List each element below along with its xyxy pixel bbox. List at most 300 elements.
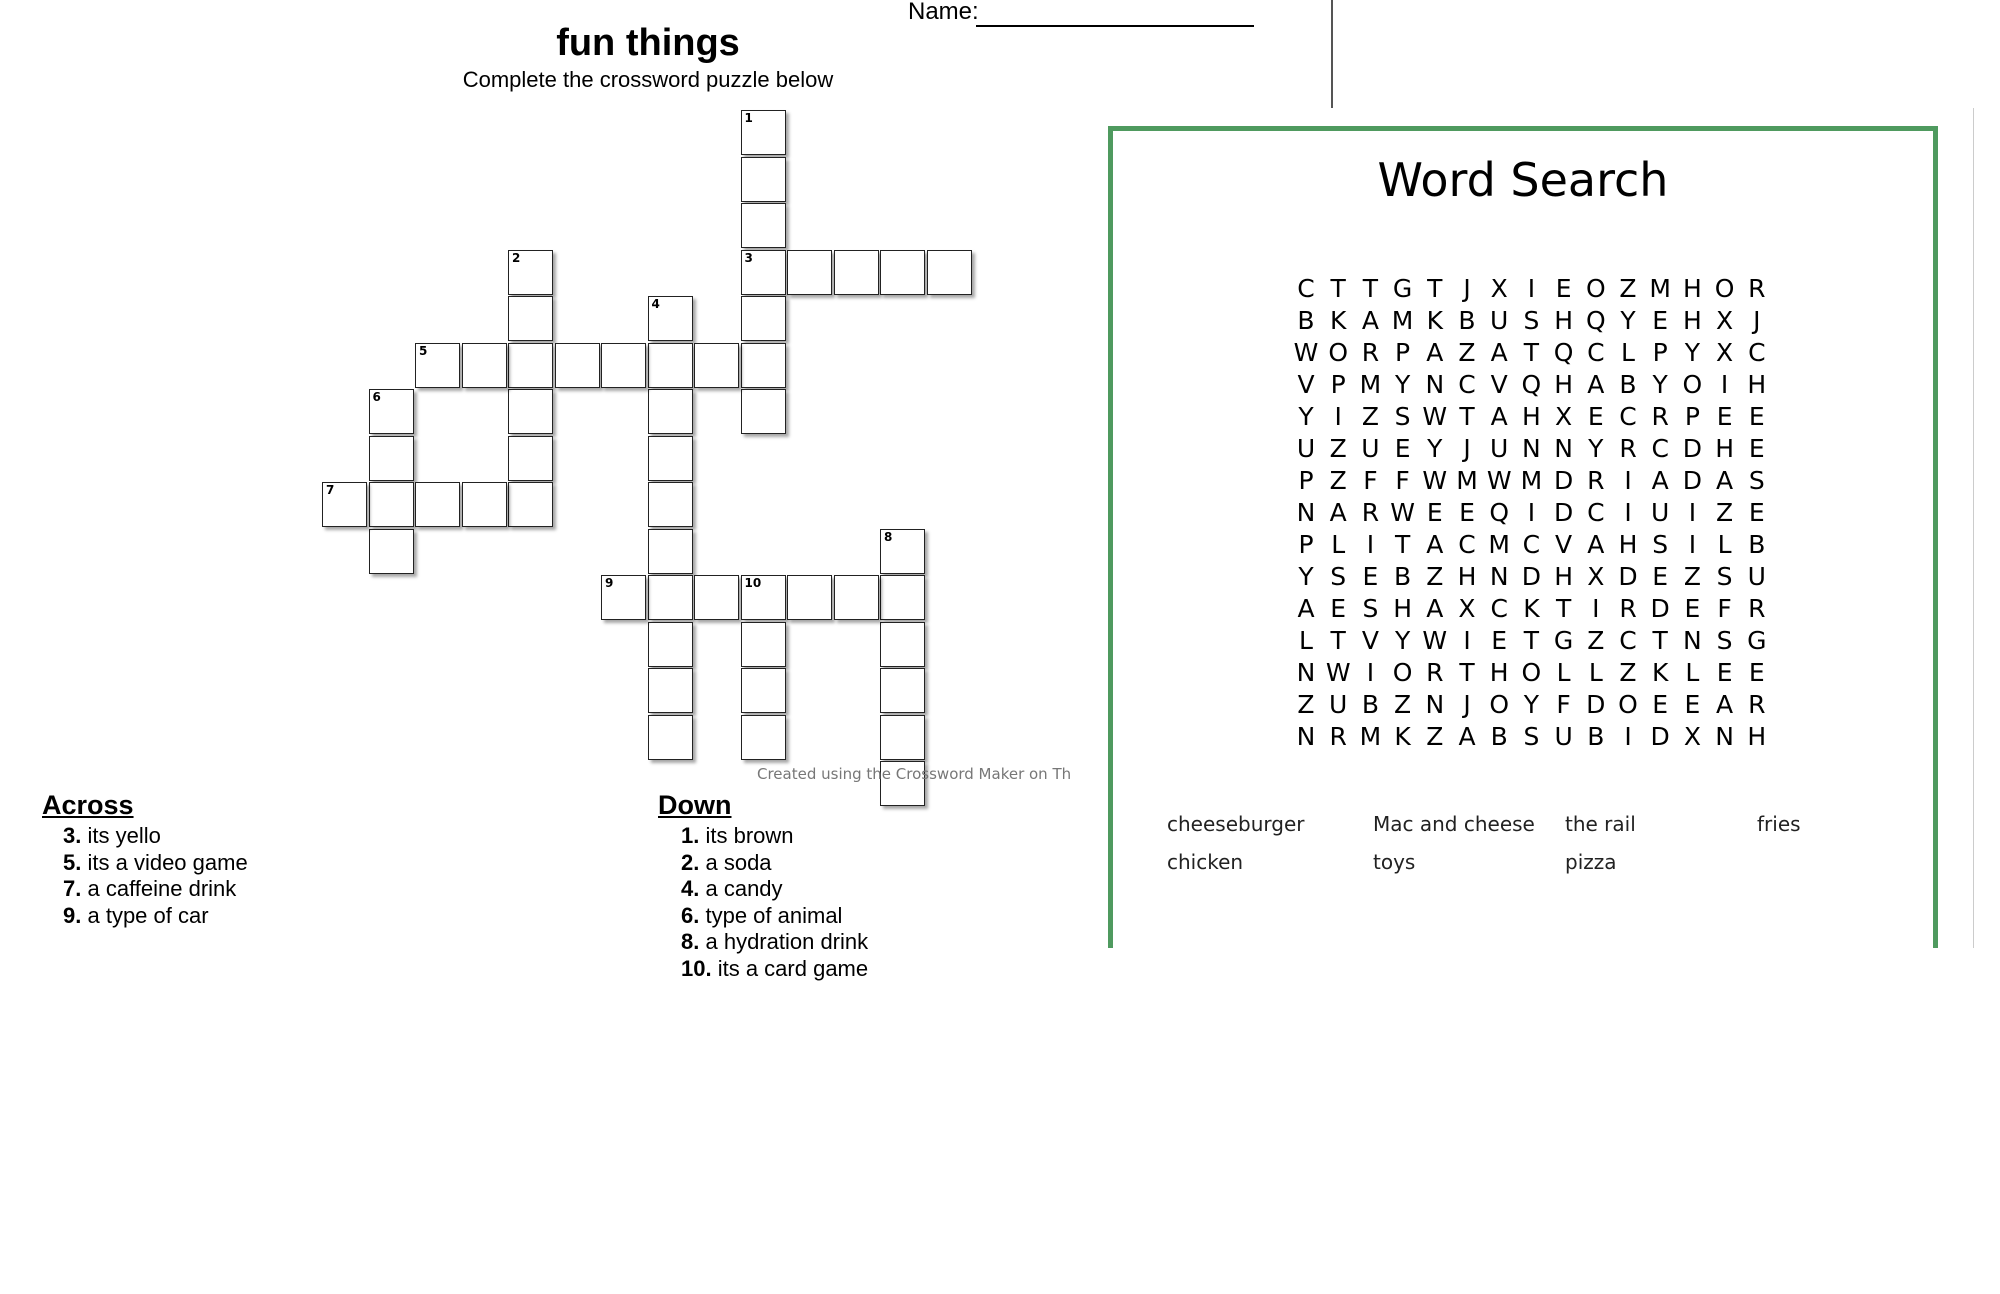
word-search-letter[interactable]: A [1490, 338, 1508, 367]
word-search-letter[interactable]: U [1490, 434, 1509, 463]
word-search-letter[interactable]: T [1330, 274, 1346, 303]
word-search-letter[interactable]: D [1553, 466, 1574, 495]
word-search-letter[interactable]: U [1361, 434, 1380, 463]
word-search-letter[interactable]: N [1554, 434, 1573, 463]
word-search-letter[interactable]: R [1361, 338, 1380, 367]
word-search-letter[interactable]: T [1459, 658, 1475, 687]
crossword-cell[interactable] [741, 250, 786, 295]
crossword-cell[interactable] [648, 622, 693, 667]
word-search-letter[interactable]: T [1555, 594, 1572, 623]
crossword-cell[interactable] [787, 250, 832, 295]
word-search-letter[interactable]: I [1624, 466, 1632, 495]
word-search-letter[interactable]: Z [1587, 626, 1605, 655]
word-search-letter[interactable]: R [1426, 658, 1444, 687]
word-search-letter[interactable]: M [1359, 370, 1382, 399]
crossword-cell[interactable] [648, 482, 693, 527]
word-search-letter[interactable]: E [1652, 690, 1669, 719]
word-search-letter[interactable]: D [1650, 594, 1670, 623]
word-search-letter[interactable]: C [1297, 274, 1315, 303]
word-search-letter[interactable]: S [1748, 466, 1765, 495]
crossword-cell[interactable] [741, 622, 786, 667]
word-search-letter[interactable]: T [1394, 530, 1411, 559]
crossword-cell[interactable] [741, 157, 786, 202]
word-search-letter[interactable]: D [1553, 498, 1574, 527]
word-search-letter[interactable]: S [1394, 402, 1411, 431]
word-search-letter[interactable]: B [1748, 530, 1766, 559]
word-search-letter[interactable]: D [1618, 562, 1638, 591]
word-search-letter[interactable]: A [1426, 594, 1444, 623]
crossword-cell[interactable] [648, 436, 693, 481]
word-search-letter[interactable]: F [1363, 466, 1378, 495]
word-search-letter[interactable]: V [1490, 370, 1508, 399]
puzzle-title: fun things [556, 22, 740, 64]
word-search-letter[interactable]: P [1684, 402, 1700, 431]
word-search-letter[interactable]: U [1296, 434, 1316, 463]
word-search-letter[interactable]: S [1523, 722, 1540, 751]
crossword-cell[interactable] [694, 343, 739, 388]
word-search-letter[interactable]: E [1748, 498, 1765, 527]
word-search-letter[interactable]: R [1651, 402, 1669, 431]
crossword-cell[interactable] [694, 575, 739, 620]
word-search-letter[interactable]: C [1587, 338, 1605, 367]
name-label: Name: [908, 0, 979, 25]
word-search-letter[interactable]: H [1554, 562, 1573, 591]
word-search-letter[interactable]: G [1553, 626, 1574, 655]
word-search-letter[interactable]: H [1747, 370, 1767, 399]
word-search-letter[interactable]: B [1297, 306, 1315, 335]
down-clue: 8. a hydration drink [681, 929, 869, 954]
word-search-letter[interactable]: B [1394, 562, 1412, 591]
crossword-cell[interactable] [648, 529, 693, 574]
word-search-letter[interactable]: E [1587, 402, 1604, 431]
word-search-letter[interactable]: M [1391, 306, 1414, 335]
word-search-letter[interactable]: S [1716, 562, 1733, 591]
word-search-letter[interactable]: R [1619, 434, 1637, 463]
word-search-letter[interactable]: N [1425, 370, 1445, 399]
word-search-letter[interactable]: Y [1298, 562, 1314, 591]
word-search-letter[interactable]: H [1457, 562, 1477, 591]
word-search-letter[interactable]: T [1427, 274, 1443, 303]
word-search-letter[interactable]: K [1426, 306, 1443, 335]
crossword-cell[interactable] [508, 343, 553, 388]
crossword-cell[interactable] [741, 110, 786, 155]
word-search-letter[interactable]: T [1362, 274, 1379, 303]
word-search-letter[interactable]: H [1554, 306, 1573, 335]
word-search-letter[interactable]: W [1293, 338, 1319, 367]
word-search-letter[interactable]: A [1716, 466, 1734, 495]
word-search-letter[interactable]: U [1651, 498, 1670, 527]
crossword-cell[interactable] [462, 482, 507, 527]
word-search-letter[interactable]: V [1361, 626, 1379, 655]
word-search-letter[interactable]: Y [1588, 434, 1604, 463]
word-search-letter[interactable]: G [1747, 626, 1767, 655]
across-clue: 3. its yello [63, 823, 161, 848]
word-search-letter[interactable]: F [1717, 594, 1732, 623]
word-search-letter[interactable]: H [1618, 530, 1638, 559]
word-search-letter[interactable]: N [1296, 722, 1316, 751]
word-search-letter[interactable]: R [1329, 722, 1347, 751]
word-search-letter[interactable]: D [1586, 690, 1606, 719]
word-search-letter[interactable]: W [1486, 466, 1512, 495]
word-search-letter[interactable]: K [1651, 658, 1669, 687]
word-search-letter[interactable]: W [1422, 402, 1448, 431]
word-search-letter[interactable]: M [1649, 274, 1671, 303]
crossword-cell[interactable] [880, 250, 925, 295]
word-search-letter[interactable]: R [1361, 498, 1380, 527]
crossword-cell[interactable] [880, 529, 925, 574]
clue-number: 9 [605, 576, 614, 590]
word-search-letter[interactable]: C [1651, 434, 1669, 463]
word-search-letter[interactable]: A [1361, 306, 1379, 335]
word-search-letter[interactable]: O [1714, 274, 1735, 303]
word-search-letter[interactable]: I [1366, 658, 1375, 687]
word-search-letter[interactable]: V [1555, 530, 1573, 559]
word-search-letter[interactable]: N [1715, 722, 1734, 751]
word-search-letter[interactable]: L [1299, 626, 1313, 655]
word-search-letter[interactable]: N [1683, 626, 1702, 655]
word-search-letter[interactable]: O [1392, 658, 1413, 687]
word-search-letter[interactable]: H [1521, 402, 1541, 431]
word-search-letter[interactable]: H [1393, 594, 1412, 623]
word-search-letter[interactable]: O [1682, 370, 1703, 399]
crossword-cell[interactable] [741, 389, 786, 434]
crossword-cell[interactable] [741, 715, 786, 760]
word-search-letter[interactable]: L [1588, 658, 1603, 687]
word-search-letter[interactable]: C [1458, 370, 1476, 399]
word-search-letter[interactable]: C [1748, 338, 1766, 367]
word-search-letter[interactable]: I [1366, 530, 1375, 559]
word-search-letter[interactable]: Z [1458, 338, 1476, 367]
word-search-letter[interactable]: Q [1489, 498, 1510, 527]
word-search-letter[interactable]: Z [1329, 466, 1347, 495]
across-clue-list [63, 823, 248, 929]
word-list-item: cheeseburger [1167, 812, 1305, 836]
word-search-letter[interactable]: E [1652, 562, 1669, 591]
word-search-letter[interactable]: R [1587, 466, 1605, 495]
word-search-letter[interactable]: A [1297, 594, 1315, 623]
word-search-letter[interactable]: T [1523, 626, 1540, 655]
crossword-cell[interactable] [369, 482, 414, 527]
word-search-letter[interactable]: P [1330, 370, 1346, 399]
crossword-cell[interactable] [787, 575, 832, 620]
word-search-title: Word Search [1377, 153, 1669, 207]
word-search-letter[interactable]: S [1523, 306, 1540, 335]
word-search-letter[interactable]: H [1715, 434, 1734, 463]
word-search-letter[interactable]: C [1619, 626, 1637, 655]
word-search-letter[interactable]: B [1619, 370, 1637, 399]
word-search-letter[interactable]: T [1523, 338, 1540, 367]
word-search-letter[interactable]: X [1716, 338, 1734, 367]
word-search-letter[interactable]: L [1331, 530, 1346, 559]
crossword-cell[interactable] [880, 622, 925, 667]
word-search-letter[interactable]: C [1587, 498, 1605, 527]
word-search-letter[interactable]: C [1490, 594, 1508, 623]
word-search-letter[interactable]: O [1585, 274, 1606, 303]
word-search-letter[interactable]: A [1716, 690, 1734, 719]
down-clue-list [681, 823, 868, 982]
crossword-cell[interactable] [508, 482, 553, 527]
crossword-cell[interactable] [462, 343, 507, 388]
word-search-letter[interactable]: J [1753, 306, 1761, 335]
crossword-cell[interactable] [741, 575, 786, 620]
crossword-cell[interactable] [601, 343, 646, 388]
word-search-letter[interactable]: Y [1620, 306, 1636, 335]
word-search-letter[interactable]: I [1527, 498, 1536, 527]
word-search-letter[interactable]: O [1618, 690, 1638, 719]
word-list-item: toys [1373, 850, 1416, 874]
word-search-letter[interactable]: H [1747, 722, 1767, 751]
crossword-credit: Created using the Crossword Maker on Th [757, 765, 1072, 783]
word-search-letter[interactable]: P [1298, 530, 1314, 559]
crossword-cell[interactable] [369, 436, 414, 481]
crossword-cell[interactable] [601, 575, 646, 620]
word-search-letter[interactable]: B [1587, 722, 1605, 751]
word-search-letter[interactable]: L [1717, 530, 1732, 559]
word-search-letter[interactable]: T [1330, 626, 1346, 655]
crossword-cell[interactable] [555, 343, 600, 388]
word-search-letter[interactable]: Y [1427, 434, 1443, 463]
word-search-letter[interactable]: F [1395, 466, 1410, 495]
word-search-letter[interactable]: W [1422, 466, 1448, 495]
crossword-cell[interactable] [648, 296, 693, 341]
word-search-letter[interactable]: Z [1297, 690, 1315, 719]
across-clue: 5. its a video game [63, 849, 248, 875]
crossword-cell[interactable] [508, 389, 553, 434]
clue-number: 6 [372, 390, 381, 404]
word-search-letter[interactable]: I [1688, 530, 1697, 559]
word-search-letter[interactable]: D [1682, 466, 1703, 495]
crossword-cell[interactable] [741, 668, 786, 713]
word-search-letter[interactable]: K [1394, 722, 1411, 751]
crossword-cell[interactable] [508, 250, 553, 295]
word-search-letter[interactable]: Y [1523, 690, 1540, 719]
word-search-letter[interactable]: Z [1329, 434, 1347, 463]
word-search-letter[interactable]: M [1456, 466, 1478, 495]
word-search-letter[interactable]: Q [1585, 306, 1606, 335]
word-search-letter[interactable]: Q [1521, 370, 1542, 399]
word-search-letter[interactable]: L [1621, 338, 1635, 367]
word-search-letter[interactable]: N [1522, 434, 1541, 463]
word-search-letter[interactable]: D [1650, 722, 1670, 751]
crossword-cell[interactable] [834, 575, 879, 620]
word-search-letter[interactable]: E [1652, 306, 1669, 335]
word-search-letter[interactable]: I [1463, 626, 1471, 655]
word-search-letter[interactable]: T [1459, 402, 1475, 431]
word-search-letter[interactable]: A [1458, 722, 1476, 751]
crossword-cell[interactable] [508, 296, 553, 341]
crossword-cell[interactable] [834, 250, 879, 295]
word-search-letter[interactable]: Z [1426, 722, 1444, 751]
word-search-letter[interactable]: A [1587, 530, 1605, 559]
crossword-cell[interactable] [880, 575, 925, 620]
word-search-letter[interactable]: A [1490, 402, 1508, 431]
word-search-letter[interactable]: M [1359, 722, 1382, 751]
word-search-letter[interactable]: E [1684, 594, 1701, 623]
word-search-letter[interactable]: A [1329, 498, 1347, 527]
word-search-letter[interactable]: E [1716, 658, 1733, 687]
word-search-letter[interactable]: O [1521, 658, 1542, 687]
word-search-letter[interactable]: N [1296, 498, 1316, 527]
word-search-letter[interactable]: L [1556, 658, 1571, 687]
word-search-letter[interactable]: Z [1619, 658, 1637, 687]
crossword-cell[interactable] [741, 203, 786, 248]
word-search-letter[interactable]: Q [1553, 338, 1574, 367]
word-search-letter[interactable]: J [1463, 690, 1471, 719]
word-search-letter[interactable]: H [1682, 306, 1702, 335]
crossword-cell[interactable] [648, 575, 693, 620]
word-search-letter[interactable]: H [1682, 274, 1702, 303]
word-search-letter[interactable]: L [1685, 658, 1700, 687]
word-search-letter[interactable]: M [1520, 466, 1543, 495]
word-search-letter[interactable]: A [1426, 530, 1444, 559]
clue-number: 2 [512, 250, 521, 265]
word-search-letter[interactable]: V [1297, 370, 1315, 399]
word-search-letter[interactable]: Y [1394, 370, 1411, 399]
word-search-letter[interactable]: Y [1298, 402, 1314, 431]
word-search-letter[interactable]: H [1489, 658, 1509, 687]
word-list-item: chicken [1167, 850, 1244, 874]
word-search-letter[interactable]: U [1554, 722, 1573, 751]
word-search-letter[interactable]: H [1554, 370, 1573, 399]
crossword-cell[interactable] [880, 668, 925, 713]
word-search-letter[interactable]: X [1458, 594, 1476, 623]
word-search-letter[interactable]: E [1426, 498, 1443, 527]
word-search-letter[interactable]: E [1459, 498, 1475, 527]
word-search-letter[interactable]: E [1684, 690, 1701, 719]
word-search-letter[interactable]: U [1329, 690, 1348, 719]
word-search-letter[interactable]: Z [1716, 498, 1734, 527]
word-search-letter[interactable]: Z [1683, 562, 1701, 591]
word-search-letter[interactable]: Z [1361, 402, 1379, 431]
down-clue: 10. its a card game [681, 955, 869, 981]
word-search-letter[interactable]: R [1748, 690, 1766, 719]
word-search-letter[interactable]: X [1683, 722, 1701, 751]
word-search-letter[interactable]: E [1748, 402, 1765, 431]
word-search-letter[interactable]: W [1422, 626, 1448, 655]
word-search-letter[interactable]: K [1523, 594, 1540, 623]
crossword-cell[interactable] [648, 668, 693, 713]
down-clue: 6. type of animal [681, 902, 843, 928]
word-search-letter[interactable]: X [1490, 274, 1508, 303]
word-list-item: Mac and cheese [1373, 812, 1535, 836]
word-search-letter[interactable]: I [1624, 498, 1632, 527]
word-search-letter[interactable]: S [1362, 594, 1379, 623]
word-search-letter[interactable]: I [1334, 402, 1342, 431]
word-search-letter[interactable]: S [1716, 626, 1733, 655]
word-search-letter[interactable]: E [1748, 434, 1765, 463]
crossword-cell[interactable] [741, 296, 786, 341]
word-search-letter[interactable]: P [1395, 338, 1411, 367]
crossword-cell[interactable] [880, 715, 925, 760]
word-search-letter[interactable]: P [1298, 466, 1314, 495]
word-search-letter[interactable]: I [1592, 594, 1600, 623]
crossword-cell[interactable] [369, 529, 414, 574]
word-search-letter[interactable]: G [1392, 274, 1413, 303]
word-search-letter[interactable]: I [1527, 274, 1536, 303]
word-search-letter[interactable]: N [1296, 658, 1316, 687]
word-search-letter[interactable]: A [1587, 370, 1605, 399]
word-search-letter[interactable]: E [1716, 402, 1733, 431]
word-search-letter[interactable]: X [1716, 306, 1734, 335]
down-clue: 4. a candy [681, 876, 783, 901]
word-search-letter[interactable]: Z [1394, 690, 1412, 719]
word-search-letter[interactable]: E [1555, 274, 1572, 303]
word-search-letter[interactable]: E [1394, 434, 1411, 463]
word-search-letter[interactable]: P [1652, 338, 1668, 367]
word-search-letter[interactable]: Y [1684, 338, 1701, 367]
word-search-letter[interactable]: U [1490, 306, 1509, 335]
word-search-letter[interactable]: X [1587, 562, 1605, 591]
word-search-letter[interactable]: T [1652, 626, 1668, 655]
word-search-letter[interactable]: Y [1394, 626, 1411, 655]
puzzle-subtitle: Complete the crossword puzzle below [462, 67, 834, 92]
word-search-letter[interactable]: Y [1652, 370, 1668, 399]
word-search-letter[interactable]: A [1651, 466, 1669, 495]
crossword-cell[interactable] [508, 436, 553, 481]
crossword-cell[interactable] [322, 482, 367, 527]
word-search-letter[interactable]: R [1619, 594, 1637, 623]
word-search-letter[interactable]: D [1682, 434, 1703, 463]
word-search-letter[interactable]: U [1747, 562, 1766, 591]
word-search-letter[interactable]: B [1458, 306, 1476, 335]
word-search-letter[interactable]: C [1522, 530, 1541, 559]
word-search-letter[interactable]: E [1748, 658, 1765, 687]
word-search-letter[interactable]: J [1463, 274, 1471, 303]
word-search-letter[interactable]: I [1720, 370, 1729, 399]
crossword-cell[interactable] [741, 343, 786, 388]
word-search-letter[interactable]: F [1556, 690, 1571, 719]
word-search-letter[interactable]: X [1555, 402, 1573, 431]
word-search-letter[interactable]: K [1329, 306, 1347, 335]
crossword-cell[interactable] [648, 343, 693, 388]
word-search-letter[interactable]: Z [1619, 274, 1637, 303]
word-search-letter[interactable]: S [1652, 530, 1669, 559]
word-search-letter[interactable]: I [1688, 498, 1697, 527]
word-search-letter[interactable]: J [1463, 434, 1471, 463]
word-search-letter[interactable]: A [1426, 338, 1444, 367]
word-search-letter[interactable]: E [1362, 562, 1379, 591]
word-search-letter[interactable]: R [1748, 274, 1766, 303]
crossword-cell[interactable] [648, 715, 693, 760]
word-search-letter[interactable]: N [1425, 690, 1445, 719]
word-search-letter[interactable]: B [1361, 690, 1379, 719]
word-search-letter[interactable]: R [1748, 594, 1766, 623]
word-search-letter[interactable]: M [1488, 530, 1510, 559]
word-search-letter[interactable]: W [1325, 658, 1351, 687]
word-search-letter[interactable]: E [1491, 626, 1508, 655]
crossword-cell[interactable] [415, 343, 460, 388]
word-search-letter[interactable]: C [1458, 530, 1476, 559]
word-search-letter[interactable]: I [1624, 722, 1632, 751]
word-search-letter[interactable]: N [1489, 562, 1509, 591]
across-clue: 7. a caffeine drink [63, 876, 237, 901]
word-search-letter[interactable]: E [1330, 594, 1347, 623]
word-search-letter[interactable]: D [1521, 562, 1542, 591]
crossword-cell[interactable] [927, 250, 972, 295]
word-search-letter[interactable]: S [1330, 562, 1347, 591]
word-search-letter[interactable]: C [1619, 402, 1637, 431]
crossword-cell[interactable] [415, 482, 460, 527]
crossword-cell[interactable] [369, 389, 414, 434]
word-search-letter[interactable]: O [1328, 338, 1349, 367]
word-list-item: the rail [1565, 812, 1636, 836]
clue-number: 8 [884, 529, 893, 544]
word-search-letter[interactable]: O [1489, 690, 1510, 719]
word-search-letter[interactable]: B [1490, 722, 1508, 751]
word-search-letter[interactable]: W [1390, 498, 1415, 527]
crossword-cell[interactable] [648, 389, 693, 434]
word-search-letter[interactable]: Z [1426, 562, 1444, 591]
